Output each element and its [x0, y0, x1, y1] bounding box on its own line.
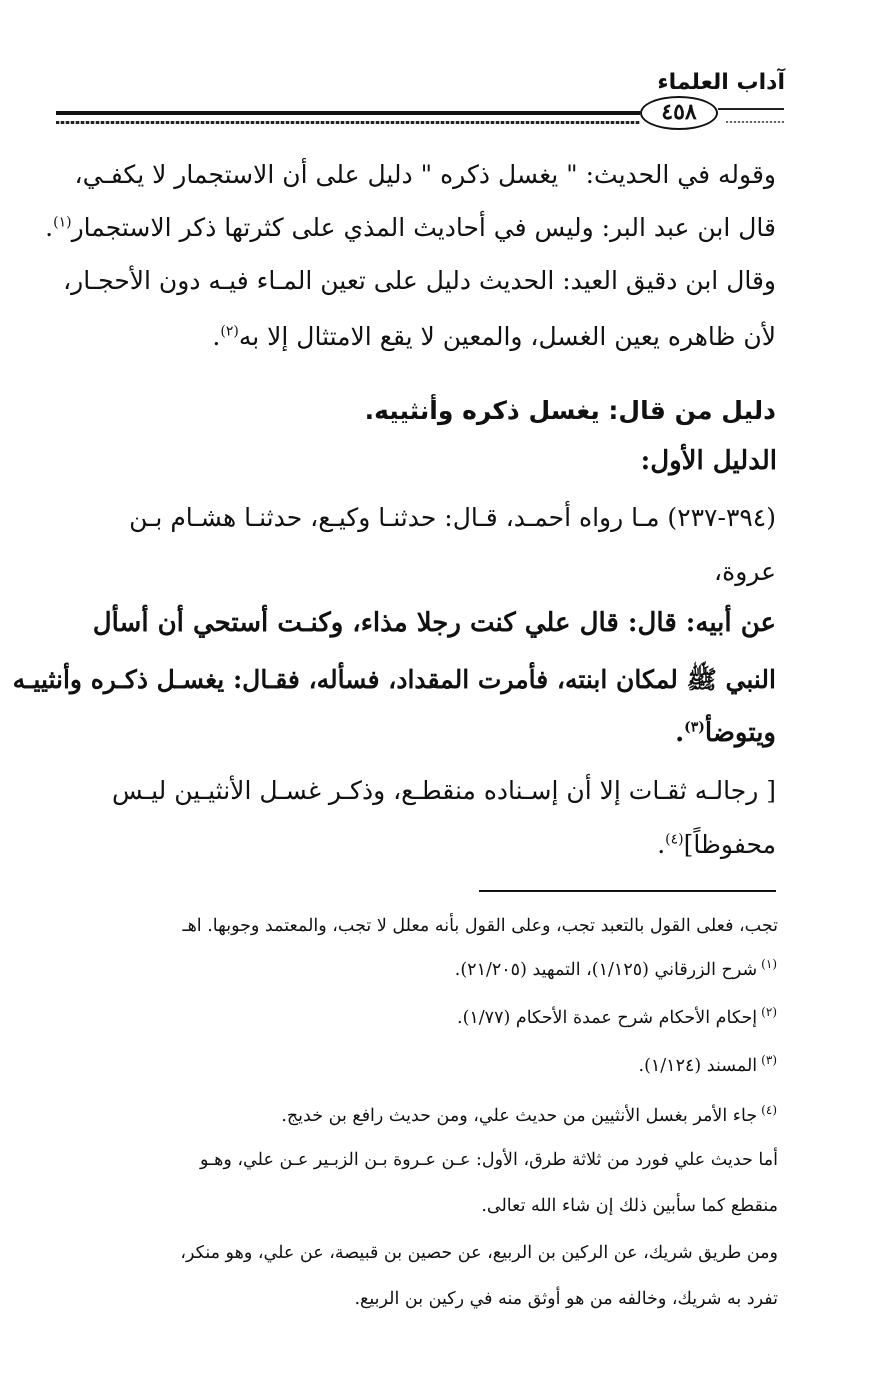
header-rule-dotted: [56, 121, 640, 124]
section-heading: دليل من قال: يغسل ذكره وأنثييه.: [364, 396, 776, 425]
subheading: الدليل الأول:: [640, 446, 777, 476]
footnote-separator: [479, 890, 776, 892]
footnote-line: ومن طريق شريك، عن الركين بن الربيع، عن حصين بن قبيصة، عن علي، وهو منكر،: [180, 1243, 778, 1263]
footnote-line: منقطع كما سأبين ذلك إن شاء الله تعالى.: [481, 1196, 778, 1216]
text-line: [ رجالـه ثقـات إلا أن إسـناده منقطـع، وذكـر غسـل الأنثيـين ليـس: [111, 776, 776, 805]
text-line: لأن ظاهره يعين الغسل، والمعين لا يقع الامتثال إلا به$^{(٢)}$.: [212, 322, 776, 351]
text-line: وقال ابن دقيق العيد: الحديث دليل على تعين المـاء فيـه دون الأحجـار،: [63, 266, 776, 295]
text-line: (٣٩٤-٢٣٧) مـا رواه أحمـد، قـال: حدثنـا وكيـع، حدثنـا هشـام بـن: [129, 503, 776, 532]
header-rule-right-dotted: [726, 121, 784, 123]
hadith-text: النبي ﷺ لمكان ابنته، فأمرت المقداد، فسأله، فقـال: يغسـل ذكـره وأنثييـه: [12, 665, 776, 694]
footnote-line: تفرد به شريك، وخالفه من هو أوثق منه في ركين بن الربيع.: [354, 1289, 778, 1309]
footnote-ref: (١): [53, 214, 72, 231]
header-rule-right: [718, 108, 784, 110]
footnote-line: أما حديث علي فورد من ثلاثة طرق، الأول: عـن عـروة بـن الزبـير عـن علي، وهـو: [200, 1150, 778, 1170]
text-line: قال ابن عبد البر: وليس في أحاديث المذي على كثرتها ذكر الاستجمار$^{(١)}$.: [45, 213, 776, 242]
footnote-line: تجب، فعلى القول بالتعبد تجب، وعلى القول بأنه معلل لا تجب، والمعتمد وجوبها. اهـ: [182, 916, 778, 936]
text-line: وقوله في الحديث: " يغسل ذكره " دليل على أن الاستجمار لا يكفـي،: [74, 160, 776, 189]
header-rule: [56, 111, 640, 115]
footnote-ref: (٢): [220, 323, 239, 340]
page-number: ٤٥٨: [640, 96, 718, 130]
footnote-4: $^{(٤)}$جاء الأمر بغسل الأنثيين من حديث علي، ومن حديث رافع بن خديج.: [281, 1103, 777, 1126]
hadith-text: ويتوضأ$^{(٣)}$.: [675, 718, 776, 748]
footnote-2: $^{(٢)}$إحكام الأحكام شرح عمدة الأحكام (١/٧٧).: [457, 1005, 777, 1028]
hadith-text: عن أبيه: قال: قال علي كنت رجلا مذاء، وكنـت أستحي أن أسأل: [92, 608, 776, 638]
footnote-ref: (٣): [684, 719, 705, 736]
text-line: عروة،: [714, 557, 776, 586]
footnote-1: $^{(١)}$شرح الزرقاني (١/١٢٥)، التمهيد (٢١/٢٠٥).: [454, 957, 777, 980]
running-title: آداب العلماء: [657, 70, 785, 95]
footnote-ref: (٤): [665, 831, 684, 848]
footnote-3: $^{(٣)}$المسند (١/١٢٤).: [638, 1053, 777, 1076]
text-line: محفوظاً]$^{(٤)}$.: [657, 830, 776, 859]
page-header: [0, 0, 873, 130]
